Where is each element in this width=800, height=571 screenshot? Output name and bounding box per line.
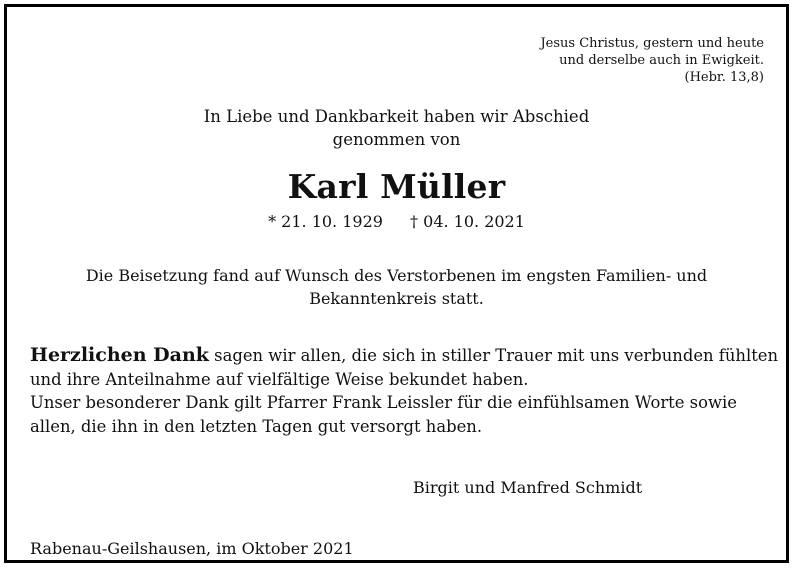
- deceased-name: Karl Müller: [287, 167, 506, 206]
- verse-line-1: Jesus Christus, gestern und heute: [540, 36, 764, 51]
- place-and-date: Rabenau-Geilshausen, im Oktober 2021: [30, 539, 354, 558]
- bible-verse: [504, 35, 764, 86]
- verse-line-2: und derselbe auch in Ewigkeit.: [559, 53, 764, 68]
- life-dates: [7, 211, 786, 233]
- signature: Birgit und Manfred Schmidt: [413, 478, 643, 497]
- burial-notice: [7, 264, 786, 310]
- thanks-line-4: allen, die ihn in den letzten Tagen gut versorgt haben.: [30, 416, 483, 436]
- intro-text: [7, 105, 786, 151]
- burial-line-1: Die Beisetzung fand auf Wunsch des Verstorbenen im engsten Familien- und: [85, 266, 708, 285]
- thanks-line-2: und ihre Anteilnahme auf vielfältige Weise bekundet haben.: [30, 369, 529, 389]
- birth-date: * 21. 10. 1929: [268, 212, 383, 231]
- intro-line-2: genommen von: [332, 130, 461, 149]
- death-date: † 04. 10. 2021: [410, 212, 525, 231]
- thanks-line-3: Unser besonderer Dank gilt Pfarrer Frank Leissler für die einfühlsamen Worte sowie: [30, 393, 737, 412]
- intro-line-1: In Liebe und Dankbarkeit haben wir Abschied: [203, 107, 590, 126]
- thanks-line-1-text: sagen wir allen, die sich in stiller Trauer mit uns verbunden fühlten: [208, 346, 779, 365]
- thanks-paragraph: [30, 344, 790, 438]
- thanks-heading: Herzlichen Dank: [30, 344, 209, 366]
- thanks-line-1: [30, 344, 790, 368]
- obituary-card: [4, 4, 789, 563]
- burial-line-2: Bekanntenkreis statt.: [309, 289, 484, 308]
- verse-reference: (Hebr. 13,8): [684, 70, 764, 85]
